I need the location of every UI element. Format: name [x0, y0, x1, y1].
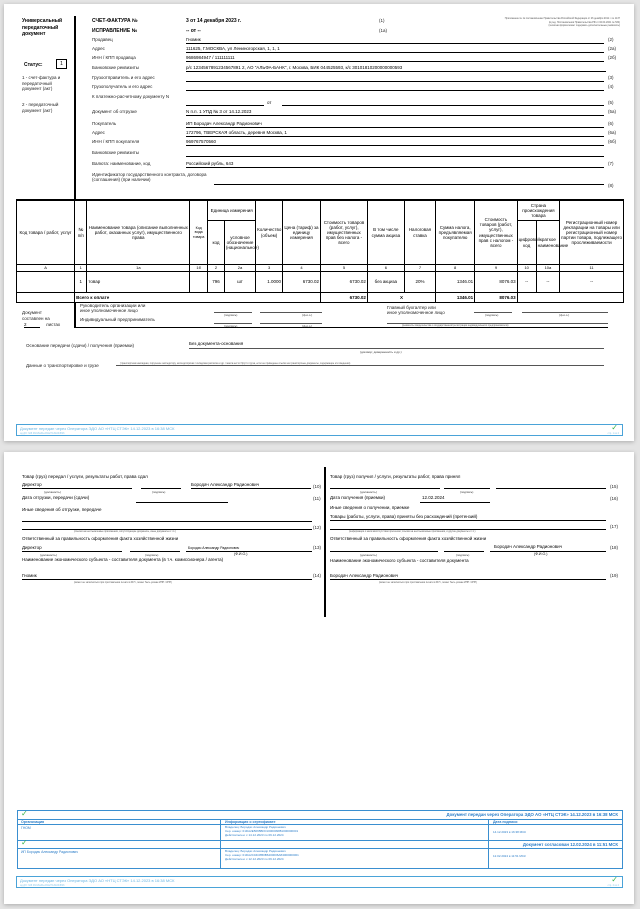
check-icon: ✓: [611, 875, 618, 884]
total-excise: X: [367, 293, 435, 303]
field-code: (7): [608, 161, 614, 166]
field-value[interactable]: -- от --: [186, 28, 201, 34]
edo-footer-text: Документ передан через Оператора ЭДО АО «НТЦ СТЭК» 14.12.2023 в 16:38 МСК: [20, 878, 175, 883]
receive-other-label: Иные сведения о получении, приемке: [330, 505, 410, 510]
col-country-code-header: цифровой код: [517, 221, 536, 265]
field-underline: [186, 61, 604, 62]
total-label: Всего к оплате: [75, 293, 321, 303]
receive-resp-position-line[interactable]: [330, 551, 438, 552]
column-index: 11: [560, 265, 624, 272]
position-hint: (должность): [44, 490, 61, 494]
transfer-fio-line[interactable]: [191, 488, 311, 489]
field-underline: [186, 90, 604, 91]
col-reg-header: Регистрационный номер декларации на товары или регистрационный номер партии товара, подлежащего прослеживаемости: [560, 201, 624, 265]
receive-position-line[interactable]: [330, 488, 440, 489]
column-index-row: [17, 265, 624, 272]
receive-resp-sign-line[interactable]: [444, 551, 484, 552]
code-19: (19): [610, 573, 619, 578]
receive-resp-label: Ответственный за правильность оформления факта хозяйственной жизни: [330, 536, 487, 541]
field-value[interactable]: ИП Бородач Александр Радионович: [186, 121, 262, 126]
receive-accepted-text: Товары (работы, услуги, права) приняты без расхождений (претензий): [330, 514, 478, 519]
field-label: ИСПРАВЛЕНИЕ №: [92, 28, 138, 34]
receive-other-hint: (информация о наличии/отсутствии претензии; ссылки на неотъемлемые приложения, и другие документы и т.п.): [349, 530, 476, 533]
status-label: Статус:: [24, 62, 43, 68]
resp-position-line[interactable]: [22, 551, 122, 552]
field-value[interactable]: 3 от 14 декабря 2023 г.: [186, 18, 241, 24]
column-index: 2: [208, 265, 225, 272]
status-desc-2: 2 - передаточный документ (акт): [22, 102, 59, 113]
table-row: [17, 272, 624, 293]
document-page-1: [4, 4, 634, 441]
basis-label: Основание передачи (сдачи) / получения (приемки): [26, 343, 134, 348]
center-divider: [324, 467, 326, 617]
receive-resp-position-hint: (должность): [360, 553, 377, 557]
receive-position-hint: (должность): [360, 490, 377, 494]
col-tax-header: Сумма налога, предъявляемая покупателю: [436, 201, 475, 265]
field-underline: [282, 105, 604, 106]
receive-entity-line: [330, 579, 606, 580]
field-underline: [186, 71, 606, 72]
col-country-group-header: Страна происхождения товара: [517, 201, 559, 221]
receive-entity-value: Бородач Александр Радионович: [330, 573, 398, 578]
col-code-header: Код товара / работ, услуг: [17, 201, 75, 265]
transfer-position: Директор: [22, 482, 42, 487]
edo-footer-id: ид ДО: 6d8 0b0c8a64e4b6a7f1d9c0b8f26: [20, 884, 65, 887]
field-label: Банковские реквизиты: [92, 150, 140, 155]
sig-row: [18, 848, 622, 868]
field-code: (5а): [608, 109, 617, 114]
field-label: Банковские реквизиты: [92, 65, 140, 70]
sig-cert: Владелец: Бородач Александр Радионович Сер. номер: 01DA2C04C8B0B6400006A84000000001 Действителен: с 12.12.2023 по 09.12.2024: [225, 849, 299, 861]
receive-resp-fio: Бородач Александр Радионович: [494, 544, 562, 549]
cell-reg: --: [560, 272, 624, 293]
transport-hint: (транспортная накладная, поручение экспедитору, экспедиторская / складская расписка и др. / масса нетто/ брутто груза, если не приведены ссылки на транспортные документы, содержащие эти сведения): [120, 362, 351, 365]
cell-unit-code: 796: [208, 272, 225, 293]
sign-divider: [74, 302, 76, 328]
edo-footer-text: Документ передан через Оператора ЭДО АО «НТЦ СТЭК» 14.12.2023 в 16:38 МСК: [20, 426, 175, 431]
basis-line: [189, 348, 604, 349]
ip-sign-hint: (подпись): [224, 324, 238, 328]
ship-other-line[interactable]: [22, 521, 312, 522]
sig-agreed-row: [18, 840, 622, 848]
field-code: (5): [608, 100, 614, 105]
ship-date-label: Дата отгрузки, передачи (сдачи): [22, 495, 90, 500]
document-page-2: [4, 452, 634, 904]
col-excise-header: В том числе сумма акциза: [367, 201, 404, 265]
entity-label: Наименование экономического субъекта - составителя документа (в т.ч. комиссионера / агента): [22, 557, 224, 562]
cell-rate: 20%: [404, 272, 435, 293]
check-icon: ✓: [611, 423, 618, 432]
cell-code: [17, 272, 75, 293]
sig-cert: Владелец: Бородач Александр Радионович Сер. номер: 01DA2E5065BFD1000009881000000001 Действителен: с 14.12.2023 по 09.12.2024: [225, 825, 299, 837]
field-code: (2б): [608, 55, 617, 60]
field-code: (6а): [608, 130, 617, 135]
field-underline: [186, 81, 604, 82]
field-label: Покупатель: [92, 121, 117, 126]
entity-hint: (может не заполняться при проставлении печати в М.П., может быть указан ИНН / КПП): [74, 581, 172, 584]
resp-sign-hint: (подпись): [145, 553, 159, 557]
sheets-unit: листах: [46, 322, 61, 327]
field-value[interactable]: 9686984947 / 111111111: [186, 55, 235, 60]
col-kind-header: Код вида товара: [190, 201, 208, 265]
field-label: Валюта: наименование, код: [92, 161, 151, 166]
agreed-title: Документ согласован 12.02.2024 в 11:51 МСК: [522, 842, 618, 847]
receive-resp-fio-line[interactable]: [490, 551, 606, 552]
field-value[interactable]: Гномик: [186, 37, 201, 42]
total-cost: 6730.02: [320, 293, 367, 303]
transport-line: [116, 365, 604, 366]
receive-date-line[interactable]: [420, 502, 490, 503]
code-12: (12): [313, 525, 322, 530]
field-label: Адрес: [92, 130, 105, 135]
sig-row: [18, 824, 622, 840]
transfer-sign-line[interactable]: [141, 488, 181, 489]
receive-title: Товар (груз) получил / услуги, результаты работ, права принял: [330, 474, 461, 479]
field-underline: [186, 156, 604, 157]
resp-sign-line[interactable]: [130, 551, 180, 552]
basis-value: Без документа-основания: [189, 341, 244, 346]
ip-cert-hint: (реквизиты свидетельства о государственной регистрации индивидуального предпринимателя): [402, 324, 509, 327]
field-value[interactable]: 111625, Г.МОСКВА, ул Лениногорская, 1, 1, 1: [186, 46, 280, 51]
field-label: Идентификатор государственного контракта, договора (соглашения) (при наличии): [92, 172, 207, 182]
col-rate-header: Налоговая ставка: [404, 201, 435, 265]
code-13: (13): [313, 545, 322, 550]
sig-date: 12.02.2024 в 11:51 МСК: [493, 854, 526, 858]
col-country-name-header: краткое наименование: [536, 221, 559, 265]
col-unit-group-header: Единица измерения: [208, 201, 256, 221]
sign-bottom-border: [74, 327, 608, 328]
accountant-sign-hint: (подпись): [485, 313, 499, 317]
column-index: 5: [320, 265, 367, 272]
field-label: Грузополучатель и его адрес: [92, 84, 153, 89]
col-date: Дата подписи: [493, 820, 518, 824]
resp-fio-hint: (Ф.И.О.): [234, 552, 248, 556]
field-underline: [214, 184, 604, 185]
cell-tax: 1346.01: [436, 272, 475, 293]
status-value: 1: [56, 59, 67, 69]
receive-sign-hint: (подпись): [460, 490, 474, 494]
col-qty-header: Количество (объем): [256, 201, 283, 265]
resp-position-hint: (должность): [40, 553, 57, 557]
code-14: (14): [313, 573, 322, 578]
field-code: (6б): [608, 139, 617, 144]
legal-note: Приложение № 1к постановлению Правительства Российской Федерации от 26 декабря 2011 г. № 1137 (в ред. Постановления Правительства РФ от 02.04.2021 № 534) (печатная форма может содержать дополнительные реквизиты): [504, 17, 620, 27]
cell-country-code: --: [517, 272, 536, 293]
cell-cost: 6730.02: [320, 272, 367, 293]
total-row: [17, 293, 624, 303]
cell-kind: [190, 272, 208, 293]
edo-footer-id: ид ДО: 6d8 0b0c8a64e4b6a7f1d9c0b8f26: [20, 432, 65, 435]
field-value[interactable]: Российский рубль, 643: [186, 161, 234, 166]
field-code: (3): [608, 75, 614, 80]
col-name-header: Наименование товара (описание выполненных работ, оказанных услуг), имущественного права: [87, 201, 190, 265]
resp-position: Директор: [22, 545, 42, 550]
column-index: 1б: [190, 265, 208, 272]
code-16: (16): [610, 496, 619, 501]
code-10: (10): [313, 484, 322, 489]
field-code: (8): [608, 183, 614, 188]
col-unit-name-header: условное обозначение (национальное): [224, 221, 255, 265]
sig-org: ИП Бородач Александр Радионович: [21, 850, 79, 854]
field-label: ИНН / КПП продавца: [92, 55, 136, 60]
column-index: 1а: [87, 265, 190, 272]
column-index: 8: [436, 265, 475, 272]
field-value[interactable]: N п.п. 1 УПД № 3 от 14.12.2023: [186, 109, 252, 114]
field-underline: [186, 167, 604, 168]
cell-total: 8076.03: [475, 272, 517, 293]
field-code: (1а): [379, 28, 388, 33]
receive-date-label: Дата получения (приемки): [330, 495, 385, 500]
field-code: (4): [608, 84, 614, 89]
column-index: 3: [256, 265, 283, 272]
check-icon: ✓: [21, 809, 28, 818]
col-cert: Информация о сертификате: [225, 820, 276, 824]
column-index: 9: [475, 265, 517, 272]
column-index: 7: [404, 265, 435, 272]
field-code: (6): [608, 121, 614, 126]
field-label: Грузоотправитель и его адрес: [92, 75, 155, 80]
field-label: СЧЕТ-ФАКТУРА №: [92, 18, 138, 24]
basis-hint: (договор; доверенность и др.): [360, 350, 402, 354]
head-fio-hint: (ф.и.о.): [302, 313, 313, 317]
field-underline: [186, 145, 604, 146]
field-label: Документ об отгрузке: [92, 109, 137, 114]
edo-footer-page: стр. 2 из 2: [607, 884, 619, 887]
field-code: (2а): [608, 46, 617, 51]
field-label: Адрес: [92, 46, 105, 51]
status-desc-1: 1 - счет-фактура и передаточный документ (акт): [22, 75, 61, 91]
col-total-header: Стоимость товаров (работ, услуг), имущественных прав с налогом - всего: [475, 201, 517, 265]
entity-value: Гномик: [22, 573, 37, 578]
cell-qty: 1.0000: [256, 272, 283, 293]
field-underline: [186, 43, 604, 44]
field-underline: [186, 115, 604, 116]
field-label: К платежно-расчетному документу N: [92, 94, 170, 99]
cell-price: 6730.02: [282, 272, 320, 293]
receive-fio-line[interactable]: [496, 488, 606, 489]
receive-entity-label: Наименование экономического субъекта - составителя документа: [330, 558, 469, 563]
edo-footer: [16, 876, 623, 888]
code-17: (17): [610, 524, 619, 529]
sig-date: 14.12.2023 в 16:38 МСК: [493, 830, 527, 834]
column-index: 1: [75, 265, 87, 272]
col-cost-header: Стоимость товаров (работ, услуг), имущественных прав без налога - всего: [320, 201, 367, 265]
field-code: (2): [608, 37, 614, 42]
edo-footer-page: стр. 1 из 2: [607, 432, 619, 435]
transport-label: Данные о транспортировке и грузе: [26, 363, 99, 368]
from-label: от: [267, 100, 272, 105]
ip-fio-line[interactable]: [260, 323, 322, 324]
ship-other-label: Иные сведения об отгрузке, передаче: [22, 507, 102, 512]
sign-hint: (подпись): [152, 490, 166, 494]
total-sum: 8076.03: [475, 293, 517, 303]
code-18: (18): [610, 545, 619, 550]
resp-fio-line[interactable]: [186, 551, 312, 552]
transfer-title: Товар (груз) передал / услуги, результаты работ, права сдал: [22, 474, 148, 479]
code-11: (11): [313, 496, 321, 501]
column-index: 10: [517, 265, 536, 272]
cell-excise: без акциза: [367, 272, 404, 293]
receive-resp-sign-hint: (подпись): [456, 553, 470, 557]
field-label: Продавец: [92, 37, 113, 42]
column-index: 4: [282, 265, 320, 272]
transfer-fio: Бородач Александр Радионович: [191, 482, 259, 487]
field-label: ИНН / КПП покупателя: [92, 139, 140, 144]
cell-name: товар: [87, 272, 190, 293]
col-org: Организация: [21, 820, 45, 824]
field-code: (1): [379, 18, 385, 23]
column-index: 10а: [536, 265, 559, 272]
head-sign-hint: (подпись): [224, 313, 238, 317]
edo-footer: [16, 424, 623, 436]
cell-country-name: --: [536, 272, 559, 293]
receive-accepted-line: [330, 520, 606, 521]
goods-table: [16, 200, 624, 303]
sheets-value: 2: [24, 322, 40, 328]
ship-date-line[interactable]: [136, 502, 228, 503]
cell-num: 1: [75, 272, 87, 293]
receive-entity-hint: (может не заполняться при проставлении печати в М.П., может быть указан ИНН / КПП): [379, 581, 477, 584]
col-num-header: № п/п: [75, 201, 87, 265]
receive-resp-fio-hint: (Ф.И.О.): [534, 552, 548, 556]
field-value[interactable]: 172796, ТВЕРСКАЯ область, деревня Москва, 1: [186, 130, 287, 135]
transfer-position-line[interactable]: [22, 488, 132, 489]
col-price-header: Цена (тариф) за единицу измерения: [282, 201, 320, 265]
signature-info-table: [17, 810, 623, 869]
column-index: 6: [367, 265, 404, 272]
head-label: Руководитель организации или иное уполномоченное лицо: [80, 303, 146, 313]
sheets-label: Документ составлен на: [22, 310, 50, 321]
resp-label: Ответственный за правильность оформления факта хозяйственной жизни: [22, 536, 179, 541]
head-fio-line[interactable]: [260, 312, 322, 313]
field-value[interactable]: 969767570560: [186, 139, 217, 144]
accountant-label: Главный бухгалтер или иное уполномоченное лицо: [387, 305, 445, 315]
receive-date-value: 12.02.2024: [422, 495, 445, 500]
sig-org: ГНОМ: [21, 826, 31, 830]
field-value[interactable]: р/с 1234567891234567891 2, АО "АЛЬФА-БАНК", г. Москва, БИК 044525593, к/с 30101810200000000593: [186, 65, 403, 70]
sent-title: Документ передан через Оператора ЭДО АО «НТЦ СТЭК» 14.12.2023 в 16:38 МСК: [446, 812, 618, 817]
col-unit-code-header: код: [208, 221, 225, 265]
entity-line: [22, 579, 312, 580]
receive-sign-line[interactable]: [444, 488, 490, 489]
field-underline: [186, 52, 604, 53]
total-tax: 1346.01: [436, 293, 475, 303]
cell-unit-name: шт: [224, 272, 255, 293]
field-underline: [186, 127, 604, 128]
left-divider: [74, 16, 76, 200]
code-15: (15): [610, 484, 619, 489]
resp-fio: Бородач Александр Радионович: [188, 546, 240, 550]
column-index: 2а: [224, 265, 255, 272]
ip-fio-hint: (ф.и.о.): [302, 324, 313, 328]
ship-other-hint: (ссылки на неотъемлемые приложения, сопутствующие документы, иные документы и т.п.): [74, 530, 176, 533]
ip-label: Индивидуальный предприниматель: [80, 317, 155, 322]
doc-type-label: Универсальный передаточный документ: [22, 18, 63, 37]
check-icon: ✓: [21, 838, 28, 847]
accountant-fio-hint: (ф.и.о.): [559, 313, 570, 317]
field-underline: [186, 136, 604, 137]
field-underline: [186, 105, 264, 106]
column-index: А: [17, 265, 75, 272]
